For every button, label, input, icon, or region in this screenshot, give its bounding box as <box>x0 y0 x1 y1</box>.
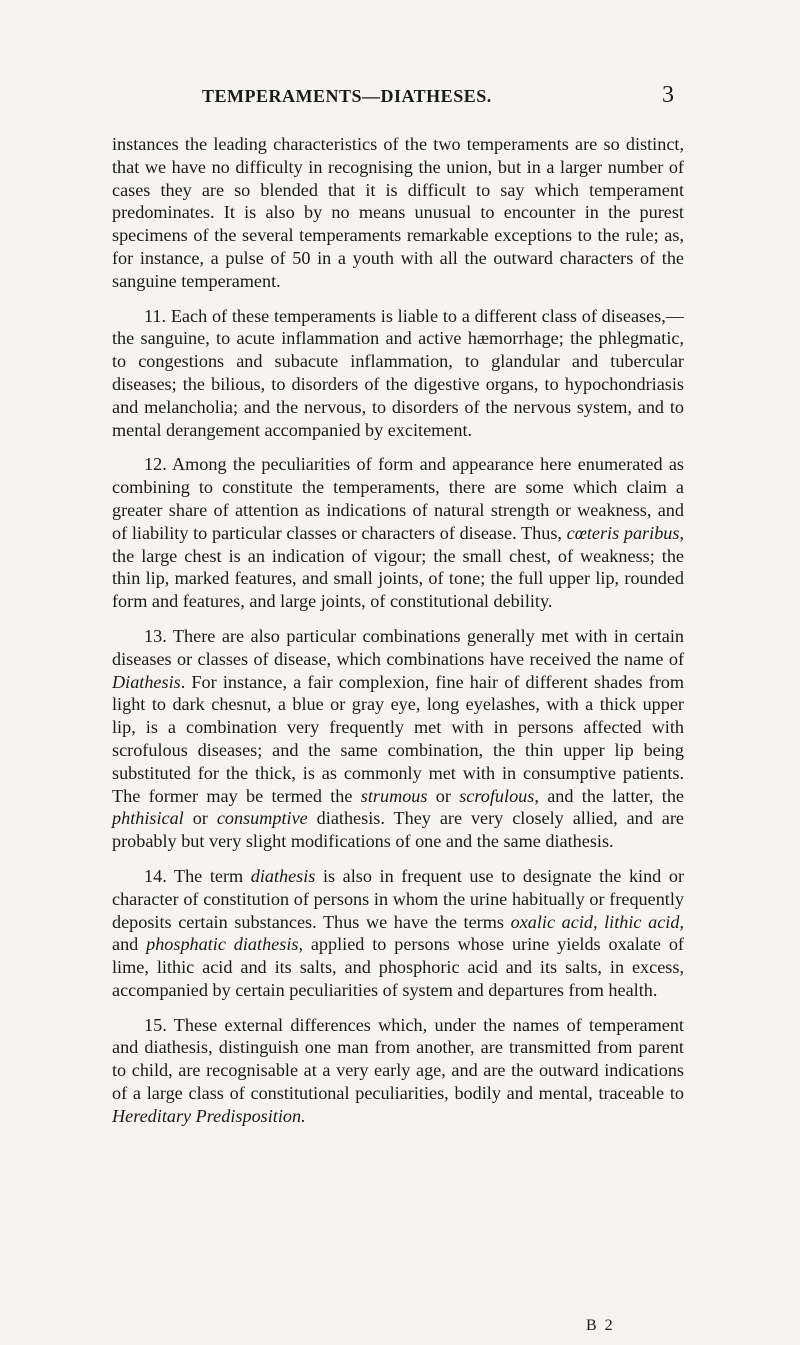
running-title: TEMPERAMENTS—DIATHESES. <box>202 86 492 106</box>
italic-term: consumptive <box>216 808 308 829</box>
paragraph-text: instances the leading characteristics of the two temperaments are so distinct, that we have no difficulty in recognising the union, but in a larger number of cases they are so blended that it is difficult to say which temperament predominates. It is also by no means unusual to encounter in the purest specimens of the several temperaments remarkable exceptions to the rule; as, for instance, a pulse of 50 in a youth with all the outward characters of the sanguine temperament. <box>112 134 684 291</box>
paragraph-11 <box>112 305 684 442</box>
italic-term: diathesis <box>250 865 316 886</box>
italic-term: scrofulous <box>459 785 535 806</box>
paragraph-text: or <box>183 808 217 829</box>
paragraph-continuation <box>112 133 684 293</box>
paragraph-text: 13. There are also particular combinations generally met with in certain diseases or classes of disease, which combinations have received the name of <box>112 625 684 669</box>
paragraph-text: 11. Each of these temperaments is liable to a different class of diseases,—the sanguine, to acute inflammation and active hæmorrhage; the phlegmatic, to congestions and subacute inflammation, to glandular and tubercular diseases; the bilious, to disorders of the digestive organs, to hypochondriasis and melancholia; and the nervous, to disorders of the nervous system, and to mental derangement accompanied by excitement. <box>112 305 684 440</box>
paragraph-text: diathesis. They are very closely allied, and are probably but very slight modifications of one and the same diathesis. <box>112 808 684 852</box>
italic-term: oxalic acid, lithic acid, <box>510 911 684 932</box>
italic-phrase: cœteris paribus <box>566 522 680 543</box>
paragraph-14 <box>112 865 684 1002</box>
paragraph-13 <box>112 625 684 853</box>
italic-term: Diathesis <box>112 671 181 692</box>
italic-term: Hereditary Predisposition. <box>112 1105 306 1126</box>
running-head <box>112 82 674 116</box>
paragraph-text: 12. Among the peculiarities of form and appearance here enumerated as combining to constitute the temperaments, there are some which claim a greater share of attention as indications of natural strength or weakness, and of liability to particular classes or characters of disease. Thus, <box>112 454 684 543</box>
paragraph-text: 14. The term <box>144 865 251 886</box>
body-text <box>112 133 684 1140</box>
paragraph-text: 15. These external differences which, under the names of temperament and diathesis, distinguish one man from another, are transmitted from parent to child, are recognisable at a very early age, and are the outward indications of a large class of constitutional peculiarities, bodily and mental, traceable to <box>112 1014 684 1104</box>
paragraph-text: . For instance, a fair complexion, fine hair of different shades from light to dark chesnut, a blue or gray eye, long eyelashes, with a thick upper lip, is a combination very frequently met with in persons affected with scrofulous diseases; and the same combination, the thin upper lip being substituted for the thick, is as commonly met with in consumptive patients. The former may be termed the <box>112 671 684 806</box>
paragraph-text: , the large chest is an indication of vigour; the small chest, of weakness; the thin lip, marked features, and small joints, of tone; the full upper lip, rounded form and features, and large joints, of constitutional debility. <box>112 522 685 612</box>
paragraph-text: applied to persons whose urine yields oxalate of lime, lithic acid and its salts, and phosphoric acid and its salts, in excess, accompanied by certain peculiarities of system and departures from health. <box>112 934 684 1000</box>
italic-term: phosphatic diathesis, <box>146 934 303 955</box>
paragraph-text: , and the latter, the <box>534 785 684 806</box>
paragraph-15 <box>112 1014 684 1128</box>
italic-term: phthisical <box>112 808 184 829</box>
italic-term: strumous <box>360 785 428 806</box>
signature-mark: B 2 <box>586 1317 615 1334</box>
page-number: 3 <box>662 82 674 108</box>
paragraph-text: or <box>427 785 460 806</box>
paragraph-text: is also in frequent use to designate the kind or character of constitution of persons in whom the urine habitually or frequently deposits certain substances. Thus we have the terms <box>112 865 684 932</box>
paragraph-12 <box>112 453 684 613</box>
paragraph-text: and <box>112 934 147 955</box>
